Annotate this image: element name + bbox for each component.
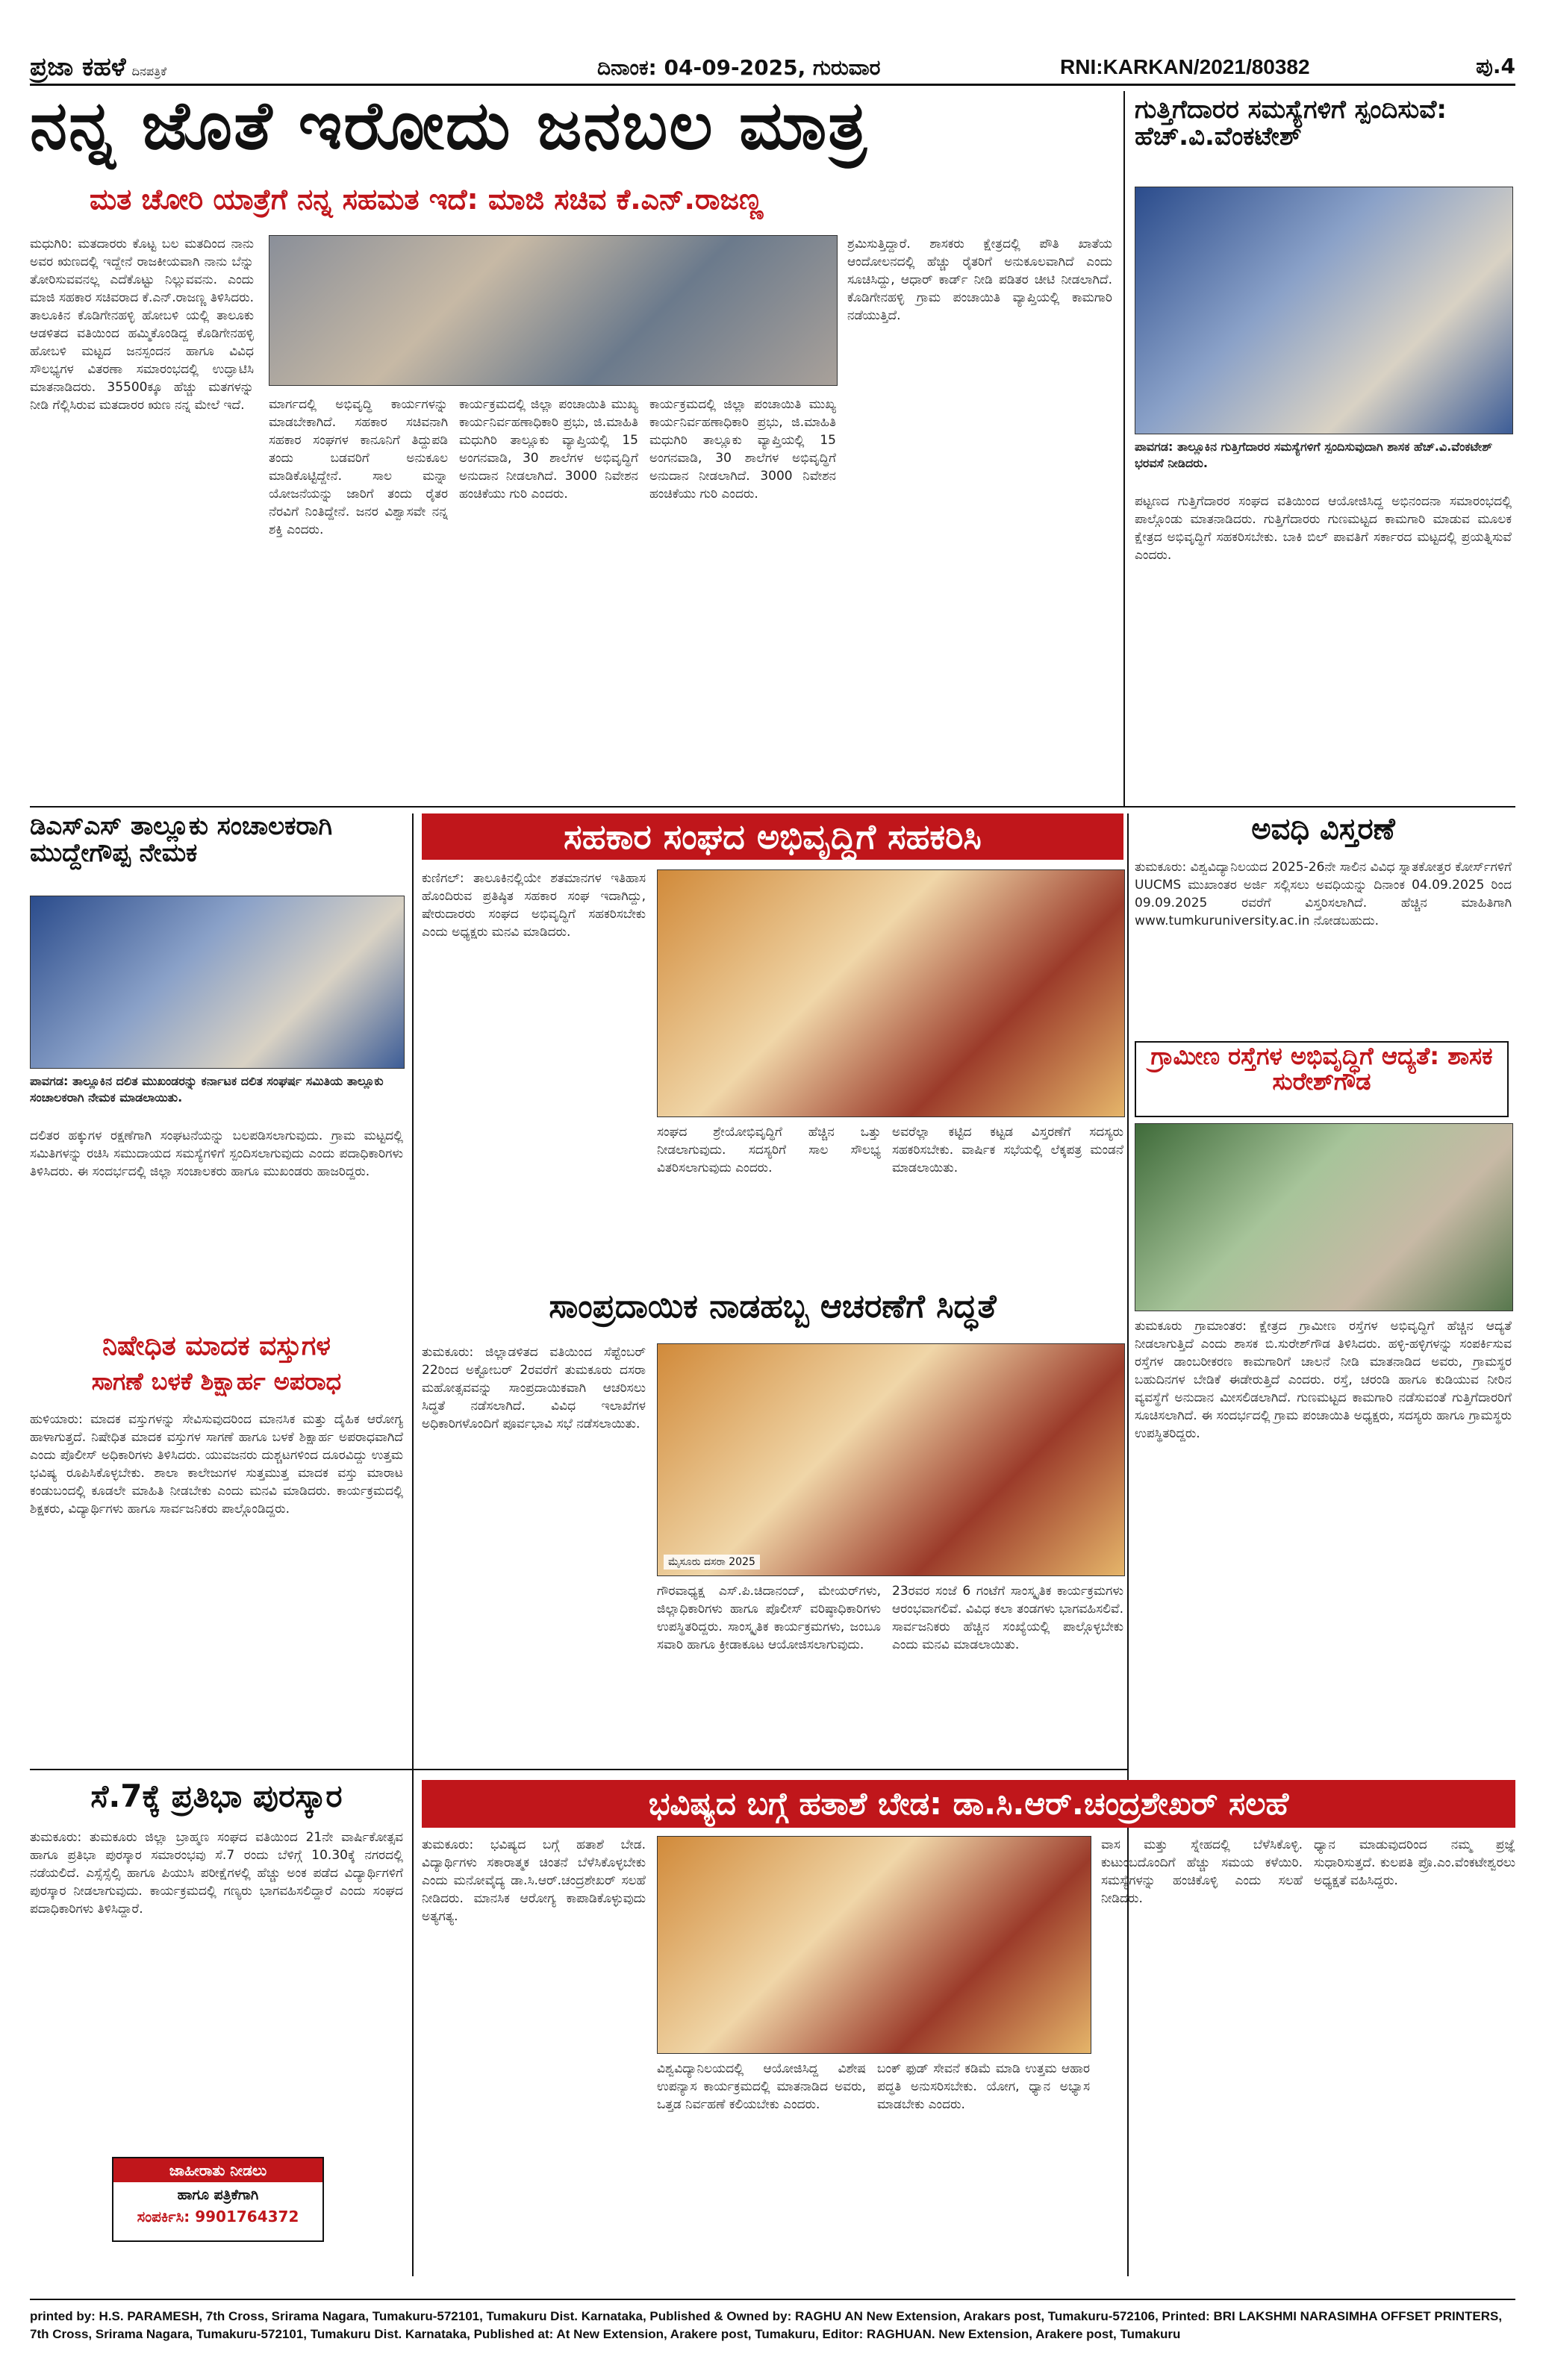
section-divider — [30, 806, 1515, 808]
sampradayika-headline: ಸಾಂಪ್ರದಾಯಿಕ ನಾಡಹಬ್ಬ ಆಚರಣೆಗೆ ಸಿದ್ಧತೆ — [549, 1290, 997, 1325]
sahakara-column-1: ಕುಣಿಗಲ್: ತಾಲೂಕಿನಲ್ಲಿಯೇ ಶತಮಾನಗಳ ಇತಿಹಾಸ ಹೊಂದಿರುವ ಪ್ರತಿಷ್ಠಿತ ಸಹಕಾರ ಸಂಘ ಇದಾಗಿದ್ದು, ಷೇರುದಾರರು ಸಂಘದ ಅಭಿವೃದ್ಧಿಗೆ ಸಹಕರಿಸಬೇಕು ಎಂದು ಅಧ್ಯಕ್ಷರು ಮನವಿ ಮಾಡಿದರು. — [422, 871, 646, 940]
avadhi-body: ತುಮಕೂರು: ವಿಶ್ವವಿದ್ಯಾನಿಲಯದ 2025-26ನೇ ಸಾಲಿನ ವಿವಿಧ ಸ್ನಾತಕೋತ್ತರ ಕೋರ್ಸ್‌ಗಳಿಗೆ UUCMS ಮುಖಾಂತರ ಅರ್ಜಿ ಸಲ್ಲಿಸಲು ಅವಧಿಯನ್ನು ದಿನಾಂಕ 04.09.2025 ರಿಂದ 09.09.2025 ರವರೆಗೆ ವಿಸ್ತರಿಸಲಾಗಿದೆ. ಹೆಚ್ಚಿನ ಮಾಹಿತಿಗಾಗಿ www.tumkuruniversity.ac.in ನೋಡಬಹುದು. — [1135, 860, 1512, 928]
lead-photo — [269, 235, 838, 386]
rural-photo — [1135, 1123, 1513, 1311]
logo-subtitle: ದಿನಪತ್ರಿಕೆ — [131, 64, 167, 78]
sampradayika-column-1: ತುಮಕೂರು: ಜಿಲ್ಲಾಡಳಿತದ ವತಿಯಿಂದ ಸೆಪ್ಟೆಂಬರ್ 22ರಿಂದ ಅಕ್ಟೋಬರ್ 2ರವರೆಗೆ ತುಮಕೂರು ದಸರಾ ಮಹೋತ್ಸವವನ್ನು ಸಾಂಪ್ರದಾಯಿಕವಾಗಿ ಆಚರಿಸಲು ಸಿದ್ಧತೆ ನಡೆಸಲಾಗಿದೆ. ವಿವಿಧ ಇಲಾಖೆಗಳ ಅಧಿಕಾರಿಗಳೊಂದಿಗೆ ಪೂರ್ವಭಾವಿ ಸಭೆ ನಡೆಸಲಾಯಿತು. — [422, 1345, 646, 1431]
page-number: ಪು.4 — [1476, 54, 1515, 78]
nishedhita-headline: ನಿಷೇಧಿತ ಮಾದಕ ವಸ್ತುಗಳ — [102, 1331, 331, 1361]
lead-column-3: ಕಾರ್ಯಕ್ರಮದಲ್ಲಿ ಜಿಲ್ಲಾ ಪಂಚಾಯಿತಿ ಮುಖ್ಯ ಕಾರ್ಯನಿರ್ವಹಣಾಧಿಕಾರಿ ಪ್ರಭು, ಜಿ.ಮಾಹಿತಿ ಮಧುಗಿರಿ ತಾಲ್ಲೂಕು ವ್ಯಾಪ್ತಿಯಲ್ಲಿ 15 ಅಂಗನವಾಡಿ, 30 ಶಾಲೆಗಳ ಅಭಿವೃದ್ಧಿಗೆ ಅನುದಾನ ನೀಡಲಾಗಿದೆ. 3000 ನಿವೇಶನ ಹಂಚಿಕೆಯು ಗುರಿ ಎಂದರು. — [459, 397, 638, 502]
newspaper-logo — [30, 52, 166, 82]
bhavishya-column-1: ತುಮಕೂರು: ಭವಿಷ್ಯದ ಬಗ್ಗೆ ಹತಾಶೆ ಬೇಡ. ವಿದ್ಯಾರ್ಥಿಗಳು ಸಕಾರಾತ್ಮಕ ಚಿಂತನೆ ಬೆಳೆಸಿಕೊಳ್ಳಬೇಕು ಎಂದು ಮನೋವೈದ್ಯ ಡಾ.ಸಿ.ಆರ್.ಚಂದ್ರಶೇಖರ್ ಸಲಹೆ ನೀಡಿದರು. ಮಾನಸಿಕ ಆರೋಗ್ಯ ಕಾಪಾಡಿಕೊಳ್ಳುವುದು ಅತ್ಯಗತ್ಯ. — [422, 1837, 646, 1924]
logo-text: ಪ್ರಜಾ ಕಹಳೆ — [30, 52, 126, 82]
side-top-body: ಪಟ್ಟಣದ ಗುತ್ತಿಗೆದಾರರ ಸಂಘದ ವತಿಯಿಂದ ಆಯೋಜಿಸಿದ್ದ ಅಭಿನಂದನಾ ಸಮಾರಂಭದಲ್ಲಿ ಪಾಲ್ಗೊಂಡು ಮಾತನಾಡಿದರು. ಗುತ್ತಿಗೆದಾರರು ಗುಣಮಟ್ಟದ ಕಾಮಗಾರಿ ಮಾಡುವ ಮೂಲಕ ಕ್ಷೇತ್ರದ ಅಭಿವೃದ್ಧಿಗೆ ಸಹಕರಿಸಬೇಕು. ಬಾಕಿ ಬಿಲ್ ಪಾವತಿಗೆ ಸರ್ಕಾರದ ಮಟ್ಟದಲ್ಲಿ ಪ್ರಯತ್ನಿಸುವೆ ಎಂದರು. — [1135, 494, 1512, 563]
dss-headline: ಡಿಎಸ್‌ಎಸ್ ತಾಲ್ಲೂಕು ಸಂಚಾಲಕರಾಗಿ ಮುದ್ದೇಗೌಪ್ಪ ನೇಮಕ — [30, 811, 333, 868]
sahakara-headline: ಸಹಕಾರ ಸಂಘದ ಅಭಿವೃದ್ಧಿಗೆ ಸಹಕರಿಸಿ — [422, 813, 1123, 860]
footer-divider — [30, 2299, 1515, 2300]
ad-contact: ಸಂಪರ್ಕಿಸಿ: 9901764372 — [137, 2208, 299, 2226]
dss-photo — [30, 896, 405, 1069]
lead-column-4: ಶ್ರಮಿಸುತ್ತಿದ್ದಾರೆ. ಶಾಸಕರು ಕ್ಷೇತ್ರದಲ್ಲಿ ಪೌತಿ ಖಾತೆಯ ಆಂದೋಲನದಲ್ಲಿ ಹೆಚ್ಚು ರೈತರಿಗೆ ಅನುಕೂಲವಾಗಿದೆ ಎಂದು ಸೂಚಿಸಿದ್ದು, ಆಧಾರ್ ಕಾರ್ಡ್ ನೀಡಿ ಪಡಿತರ ಚೀಟಿ ನೀಡಲಾಗಿದೆ. ಕೊಡಿಗೇನಹಳ್ಳಿ ಗ್ರಾಮ ಪಂಚಾಯಿತಿ ವ್ಯಾಪ್ತಿಯಲ್ಲಿ ಕಾಮಗಾರಿ ನಡೆಯುತ್ತಿದೆ. — [847, 237, 1112, 323]
dss-caption: ಪಾವಗಡ: ತಾಲ್ಲೂಕಿನ ದಲಿತ ಮುಖಂಡರನ್ನು ಕರ್ನಾಟಕ ದಲಿತ ಸಂಘರ್ಷ ಸಮಿತಿಯ ತಾಲ್ಲೂಕು ಸಂಚಾಲಕರಾಗಿ ನೇಮಕ ಮಾಡಲಾಯಿತು. — [30, 1074, 384, 1105]
lead-column-2: ಮಾರ್ಗದಲ್ಲಿ ಅಭಿವೃದ್ಧಿ ಕಾರ್ಯಗಳನ್ನು ಮಾಡಬೇಕಾಗಿದೆ. ಸಹಕಾರ ಸಚಿವನಾಗಿ ಸಹಕಾರ ಸಂಘಗಳ ಕಾನೂನಿಗೆ ತಿದ್ದುಪಡಿ ತಂದು ಬಡವರಿಗೆ ಅನುಕೂಲ ಮಾಡಿಕೊಟ್ಟಿದ್ದೇನೆ. ಸಾಲ ಮನ್ನಾ ಯೋಜನೆಯನ್ನು ಜಾರಿಗೆ ತಂದು ರೈತರ ನೆರವಿಗೆ ನಿಂತಿದ್ದೇನೆ. ಜನರ ವಿಶ್ವಾಸವೇ ನನ್ನ ಶಕ್ತಿ ಎಂದರು. — [269, 397, 448, 537]
sahakara-column-3: ಅವರೆಲ್ಲಾ ಕಟ್ಟಿದ ಕಟ್ಟಡ ವಿಸ್ತರಣೆಗೆ ಸದಸ್ಯರು ಸಹಕರಿಸಬೇಕು. ವಾರ್ಷಿಕ ಸಭೆಯಲ್ಲಿ ಲೆಕ್ಕಪತ್ರ ಮಂಡನೆ ಮಾಡಲಾಯಿತು. — [892, 1125, 1123, 1175]
bhavishya-column-5: ಧ್ಯಾನ ಮಾಡುವುದರಿಂದ ನಮ್ಮ ಪ್ರಜ್ಞೆ ಸುಧಾರಿಸುತ್ತದೆ. ಕುಲಪತಿ ಪ್ರೊ.ಎಂ.ವೆಂಕಟೇಶ್ವರಲು ಅಧ್ಯಕ್ಷತೆ ವಹಿಸಿದ್ದರು. — [1314, 1837, 1515, 1888]
side-top-photo — [1135, 187, 1513, 434]
sampradayika-column-2: ಗೌರವಾಧ್ಯಕ್ಷ ಎಸ್.ಪಿ.ಚಿದಾನಂದ್, ಮೇಯರ್‌ಗಳು, ಜಿಲ್ಲಾಧಿಕಾರಿಗಳು ಹಾಗೂ ಪೊಲೀಸ್ ವರಿಷ್ಠಾಧಿಕಾರಿಗಳು ಉಪಸ್ಥಿತರಿದ್ದರು. ಸಾಂಸ್ಕೃತಿಕ ಕಾರ್ಯಕ್ರಮಗಳು, ಜಂಬೂ ಸವಾರಿ ಹಾಗೂ ಕ್ರೀಡಾಕೂಟ ಆಯೋಜಿಸಲಾಗುವುದು. — [657, 1584, 881, 1652]
column-divider — [1123, 91, 1125, 808]
ad-line-1: ಜಾಹೀರಾತು ನೀಡಲು — [113, 2158, 322, 2182]
dasara-photo — [657, 1343, 1125, 1576]
avadhi-headline: ಅವಧಿ ವಿಸ್ತರಣೆ — [1251, 812, 1395, 846]
sahakara-photo — [657, 869, 1125, 1117]
bhavishya-column-2: ವಿಶ್ವವಿದ್ಯಾನಿಲಯದಲ್ಲಿ ಆಯೋಜಿಸಿದ್ದ ವಿಶೇಷ ಉಪನ್ಯಾಸ ಕಾರ್ಯಕ್ರಮದಲ್ಲಿ ಮಾತನಾಡಿದ ಅವರು, ಒತ್ತಡ ನಿರ್ವಹಣೆ ಕಲಿಯಬೇಕು ಎಂದರು. — [657, 2061, 866, 2112]
issue-date: ದಿನಾಂಕ: 04-09-2025, ಗುರುವಾರ — [597, 55, 881, 80]
rni-number: RNI:KARKAN/2021/80382 — [1060, 55, 1310, 78]
column-divider-left — [412, 813, 414, 2276]
bhavishya-headline: ಭವಿಷ್ಯದ ಬಗ್ಗೆ ಹತಾಶೆ ಬೇಡ: ಡಾ.ಸಿ.ಆರ್.ಚಂದ್ರಶೇಖರ್ ಸಲಹೆ — [422, 1780, 1515, 1828]
nishedhita-subhead: ಸಾಗಣೆ ಬಳಕೆ ಶಿಕ್ಷಾರ್ಹ ಅಪರಾಧ — [91, 1367, 342, 1396]
side-top-caption: ಪಾವಗಡ: ತಾಲ್ಲೂಕಿನ ಗುತ್ತಿಗೆದಾರರ ಸಮಸ್ಯೆಗಳಿಗೆ ಸ್ಪಂದಿಸುವುದಾಗಿ ಶಾಸಕ ಹೆಚ್.ವಿ.ವೆಂಕಟೇಶ್ ಭರವಸೆ ನೀಡಿದರು. — [1135, 440, 1493, 470]
ad-line-2: ಹಾಗೂ ಪತ್ರಿಕೆಗಾಗಿ — [177, 2187, 259, 2203]
lead-subhead: ಮತ ಚೋರಿ ಯಾತ್ರೆಗೆ ನನ್ನ ಸಹಮತ ಇದೆ: ಮಾಜಿ ಸಚಿವ ಕೆ.ಎನ್.ರಾಜಣ್ಣ — [90, 185, 764, 216]
rural-headline: ಗ್ರಾಮೀಣ ರಸ್ತೆಗಳ ಅಭಿವೃದ್ಧಿಗೆ ಆದ್ಯತೆ: ಶಾಸಕ ಸುರೇಶ್‌ಗೌಡ — [1135, 1041, 1509, 1117]
section-divider-2 — [30, 1769, 1127, 1770]
rural-body: ತುಮಕೂರು ಗ್ರಾಮಾಂತರ: ಕ್ಷೇತ್ರದ ಗ್ರಾಮೀಣ ರಸ್ತೆಗಳ ಅಭಿವೃದ್ಧಿಗೆ ಹೆಚ್ಚಿನ ಆದ್ಯತೆ ನೀಡಲಾಗುತ್ತಿದೆ ಎಂದು ಶಾಸಕ ಬಿ.ಸುರೇಶ್‌ಗೌಡ ತಿಳಿಸಿದರು. ಹಳ್ಳಿ-ಹಳ್ಳಿಗಳನ್ನು ಸಂಪರ್ಕಿಸುವ ರಸ್ತೆಗಳ ಡಾಂಬರೀಕರಣ ಕಾಮಗಾರಿಗೆ ಚಾಲನೆ ನೀಡಿ ಮಾತನಾಡಿದ ಅವರು, ಗ್ರಾಮಸ್ಥರ ಬಹುದಿನಗಳ ಬೇಡಿಕೆ ಈಡೇರುತ್ತಿದೆ ಎಂದರು. ರಸ್ತೆ, ಚರಂಡಿ ಹಾಗೂ ಕುಡಿಯುವ ನೀರಿನ ವ್ಯವಸ್ಥೆಗೆ ಅನುದಾನ ಮೀಸಲಿಡಲಾಗಿದೆ. ಗುಣಮಟ್ಟದ ಕಾಮಗಾರಿ ನಡೆಸುವಂತೆ ಗುತ್ತಿಗೆದಾರರಿಗೆ ಸೂಚಿಸಲಾಗಿದೆ. ಈ ಸಂದರ್ಭದಲ್ಲಿ ಗ್ರಾಮ ಪಂಚಾಯಿತಿ ಅಧ್ಯಕ್ಷರು, ಸದಸ್ಯರು ಹಾಗೂ ಗ್ರಾಮಸ್ಥರು ಉಪಸ್ಥಿತರಿದ್ದರು. — [1135, 1319, 1512, 1441]
sampradayika-column-3: 23ರವರ ಸಂಜೆ 6 ಗಂಟೆಗೆ ಸಾಂಸ್ಕೃತಿಕ ಕಾರ್ಯಕ್ರಮಗಳು ಆರಂಭವಾಗಲಿವೆ. ವಿವಿಧ ಕಲಾ ತಂಡಗಳು ಭಾಗವಹಿಸಲಿವೆ. ಸಾರ್ವಜನಿಕರು ಹೆಚ್ಚಿನ ಸಂಖ್ಯೆಯಲ್ಲಿ ಪಾಲ್ಗೊಳ್ಳಬೇಕು ಎಂದು ಮನವಿ ಮಾಡಲಾಯಿತು. — [892, 1584, 1123, 1652]
printer-imprint: printed by: H.S. PARAMESH, 7th Cross, Srirama Nagara, Tumakuru-572101, Tumakuru Dist. Karnataka, Published & Owned by: RAGHU AN New Extension, Arakars post, Tumakuru-572106, Printed: BRI LAKSHMI NARASIMHA OFFSET PRINTERS, 7th Cross, Srirama Nagara, Tumakuru-572101, Tumakuru Dist. Karnataka, Published at: At New Extension, Arakere post, Tumakuru, Editor: RAGHUAN. New Extension, Arakere post, Tumakuru — [30, 2309, 1503, 2341]
advertisement-box — [112, 2157, 324, 2242]
pratibha-body: ತುಮಕೂರು: ತುಮಕೂರು ಜಿಲ್ಲಾ ಬ್ರಾಹ್ಮಣ ಸಂಘದ ವತಿಯಿಂದ 21ನೇ ವಾರ್ಷಿಕೋತ್ಸವ ಹಾಗೂ ಪ್ರತಿಭಾ ಪುರಸ್ಕಾರ ಸಮಾರಂಭವು ಸೆ.7 ರಂದು ಬೆಳಿಗ್ಗೆ 10.30ಕ್ಕೆ ನಗರದಲ್ಲಿ ನಡೆಯಲಿದೆ. ಎಸ್ಸೆಸ್ಸೆಲ್ಸಿ ಹಾಗೂ ಪಿಯುಸಿ ಪರೀಕ್ಷೆಗಳಲ್ಲಿ ಹೆಚ್ಚು ಅಂಕ ಪಡೆದ ವಿದ್ಯಾರ್ಥಿಗಳಿಗೆ ಪುರಸ್ಕಾರ ನೀಡಲಾಗುವುದು. ಕಾರ್ಯಕ್ರಮದಲ್ಲಿ ಗಣ್ಯರು ಭಾಗವಹಿಸಲಿದ್ದಾರೆ ಎಂದು ಸಂಘದ ಪದಾಧಿಕಾರಿಗಳು ತಿಳಿಸಿದ್ದಾರೆ. — [30, 1830, 403, 1917]
sahakara-column-2: ಸಂಘದ ಶ್ರೇಯೋಭಿವೃದ್ಧಿಗೆ ಹೆಚ್ಚಿನ ಒತ್ತು ನೀಡಲಾಗುವುದು. ಸದಸ್ಯರಿಗೆ ಸಾಲ ಸೌಲಭ್ಯ ವಿತರಿಸಲಾಗುವುದು ಎಂದರು. — [657, 1125, 881, 1175]
bhavishya-column-4: ವಾಸ ಮತ್ತು ಸ್ನೇಹದಲ್ಲಿ ಬೆಳೆಸಿಕೊಳ್ಳಿ. ಕುಟುಂಬದೊಂದಿಗೆ ಹೆಚ್ಚು ಸಮಯ ಕಳೆಯಿರಿ. ಸಮಸ್ಯೆಗಳನ್ನು ಹಂಚಿಕೊಳ್ಳಿ ಎಂದು ಸಲಹೆ ನೀಡಿದರು. — [1101, 1837, 1303, 1906]
pratibha-headline: ಸೆ.7ಕ್ಕೆ ಪ್ರತಿಭಾ ಪುರಸ್ಕಾರ — [90, 1778, 343, 1814]
bhavishya-photo — [657, 1836, 1091, 2054]
masthead — [30, 52, 1515, 86]
nishedhita-body: ಹುಳಿಯಾರು: ಮಾದಕ ವಸ್ತುಗಳನ್ನು ಸೇವಿಸುವುದರಿಂದ ಮಾನಸಿಕ ಮತ್ತು ದೈಹಿಕ ಆರೋಗ್ಯ ಹಾಳಾಗುತ್ತದೆ. ನಿಷೇಧಿತ ಮಾದಕ ವಸ್ತುಗಳ ಸಾಗಣೆ ಹಾಗೂ ಬಳಕೆ ಶಿಕ್ಷಾರ್ಹ ಅಪರಾಧವಾಗಿದೆ ಎಂದು ಪೊಲೀಸ್ ಅಧಿಕಾರಿಗಳು ತಿಳಿಸಿದರು. ಯುವಜನರು ದುಶ್ಚಟಗಳಿಂದ ದೂರವಿದ್ದು ಉತ್ತಮ ಭವಿಷ್ಯ ರೂಪಿಸಿಕೊಳ್ಳಬೇಕು. ಶಾಲಾ ಕಾಲೇಜುಗಳ ಸುತ್ತಮುತ್ತ ಮಾದಕ ವಸ್ತು ಮಾರಾಟ ಕಂಡುಬಂದಲ್ಲಿ ಕೂಡಲೇ ಮಾಹಿತಿ ನೀಡಬೇಕು ಎಂದು ಮನವಿ ಮಾಡಿದರು. ಕಾರ್ಯಕ್ರಮದಲ್ಲಿ ಶಿಕ್ಷಕರು, ವಿದ್ಯಾರ್ಥಿಗಳು ಹಾಗೂ ಸಾರ್ವಜನಿಕರು ಪಾಲ್ಗೊಂಡಿದ್ದರು. — [30, 1412, 403, 1517]
lead-headline: ನನ್ನ ಜೊತೆ ಇರೋದು ಜನಬಲ ಮಾತ್ರ — [30, 91, 868, 165]
dasara-photo-banner: ಮೈಸೂರು ದಸರಾ 2025 — [664, 1555, 760, 1570]
side-top-headline: ಗುತ್ತಿಗೆದಾರರ ಸಮಸ್ಯೆಗಳಿಗೆ ಸ್ಪಂದಿಸುವೆ: ಹೆಚ್.ವಿ.ವೆಂಕಟೇಶ್ — [1135, 95, 1447, 152]
lead-column-1: ಮಧುಗಿರಿ: ಮತದಾರರು ಕೊಟ್ಟ ಬಲ ಮತದಿಂದ ನಾನು ಅವರ ಋಣದಲ್ಲಿ ಇದ್ದೇನೆ ರಾಜಕೀಯವಾಗಿ ನಾನು ಬೆನ್ನು ತೋರಿಸುವವನಲ್ಲ ಎದೆಕೊಟ್ಟು ನಿಲ್ಲುವವನು. ಎಂದು ಮಾಜಿ ಸಹಕಾರ ಸಚಿವರಾದ ಕೆ.ಎನ್.ರಾಜಣ್ಣ ತಿಳಿಸಿದರು. ತಾಲೂಕಿನ ಕೊಡಿಗೇನಹಳ್ಳಿ ಹೋಬಳಿ ಯಲ್ಲಿ ತಾಲೂಕು ಆಡಳಿತದ ವತಿಯಿಂದ ಹಮ್ಮಿಕೊಂಡಿದ್ದ ಕೊಡಿಗೇನಹಳ್ಳಿ ಹೋಬಳಿ ಮಟ್ಟದ ಜನಸ್ಪಂದನ ಹಾಗೂ ವಿವಿಧ ಸೌಲಭ್ಯಗಳ ವಿತರಣಾ ಸಮಾರಂಭದಲ್ಲಿ ಉದ್ಘಾಟಿಸಿ ಮಾತನಾಡಿದರು. 35500ಕ್ಕೂ ಹೆಚ್ಚು ಮತಗಳನ್ನು ನೀಡಿ ಗೆಲ್ಲಿಸಿರುವ ಮತದಾರರ ಋಣ ನನ್ನ ಮೇಲೆ ಇದೆ. — [30, 237, 254, 413]
lead-column-3b: ಕಾರ್ಯಕ್ರಮದಲ್ಲಿ ಜಿಲ್ಲಾ ಪಂಚಾಯಿತಿ ಮುಖ್ಯ ಕಾರ್ಯನಿರ್ವಹಣಾಧಿಕಾರಿ ಪ್ರಭು, ಜಿ.ಮಾಹಿತಿ ಮಧುಗಿರಿ ತಾಲ್ಲೂಕು ವ್ಯಾಪ್ತಿಯಲ್ಲಿ 15 ಅಂಗನವಾಡಿ, 30 ಶಾಲೆಗಳ ಅಭಿವೃದ್ಧಿಗೆ ಅನುದಾನ ನೀಡಲಾಗಿದೆ. 3000 ನಿವೇಶನ ಹಂಚಿಕೆಯು ಗುರಿ ಎಂದರು. — [649, 397, 836, 502]
bhavishya-column-3: ಬಂಕ್ ಫುಡ್ ಸೇವನೆ ಕಡಿಮೆ ಮಾಡಿ ಉತ್ತಮ ಆಹಾರ ಪದ್ಧತಿ ಅನುಸರಿಸಬೇಕು. ಯೋಗ, ಧ್ಯಾನ ಅಭ್ಯಾಸ ಮಾಡಬೇಕು ಎಂದರು. — [877, 2061, 1090, 2112]
dss-body: ದಲಿತರ ಹಕ್ಕುಗಳ ರಕ್ಷಣೆಗಾಗಿ ಸಂಘಟನೆಯನ್ನು ಬಲಪಡಿಸಲಾಗುವುದು. ಗ್ರಾಮ ಮಟ್ಟದಲ್ಲಿ ಸಮಿತಿಗಳನ್ನು ರಚಿಸಿ ಸಮುದಾಯದ ಸಮಸ್ಯೆಗಳಿಗೆ ಸ್ಪಂದಿಸಲಾಗುವುದು ಎಂದು ಪದಾಧಿಕಾರಿಗಳು ತಿಳಿಸಿದರು. ಈ ಸಂದರ್ಭದಲ್ಲಿ ಜಿಲ್ಲಾ ಸಂಚಾಲಕರು ಹಾಗೂ ಮುಖಂಡರು ಹಾಜರಿದ್ದರು. — [30, 1128, 403, 1179]
